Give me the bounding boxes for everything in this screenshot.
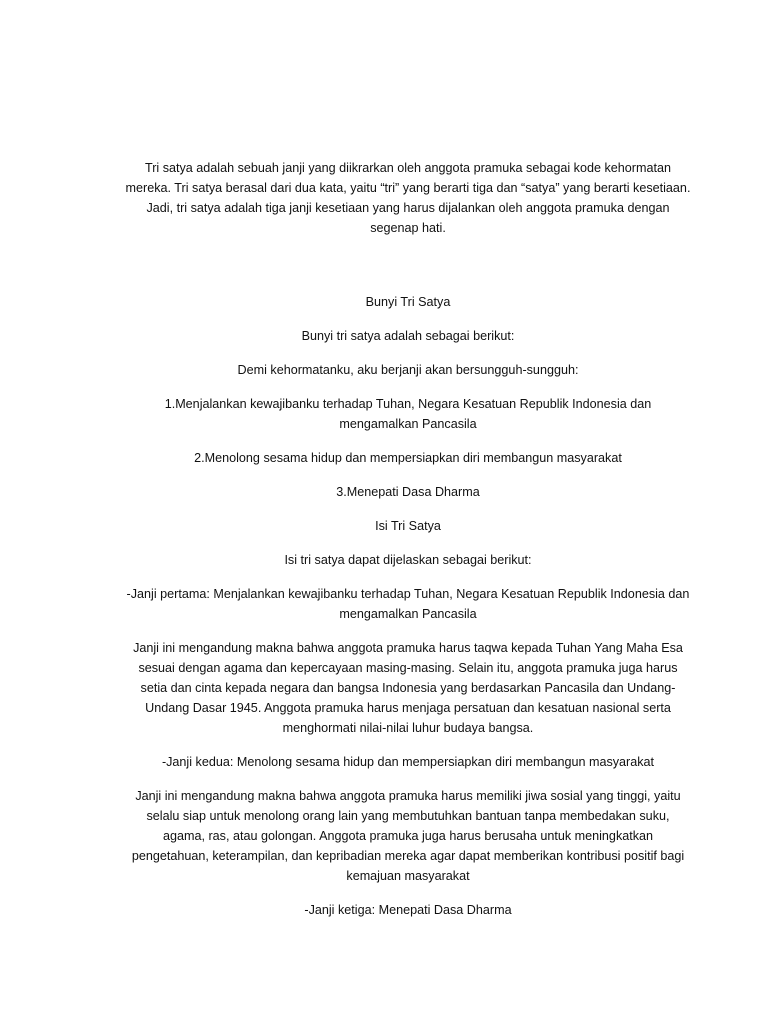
- janji-1-body: Janji ini mengandung makna bahwa anggota pramuka harus taqwa kepada Tuhan Yang Maha Esa sesuai dengan agama dan kepercayaan masing-masing. Selain itu, anggota pramuka juga harus setia dan cinta kepada negara dan bangsa Indonesia yang berdasarkan Pancasila dan Undang-Undang Dasar 1945. Anggota pramuka harus menjaga persatuan dan kesatuan nasional serta menghormati nilai-nilai luhur budaya bangsa.: [133, 641, 683, 735]
- document-body: [124, 158, 692, 920]
- intro-paragraph: Tri satya adalah sebuah janji yang diikrarkan oleh anggota pramuka sebagai kode kehormatan mereka. Tri satya berasal dari dua kata, yaitu “tri” yang berarti tiga dan “satya” yang berarti kesetiaan. Jadi, tri satya adalah tiga janji kesetiaan yang harus dijalankan oleh anggota pramuka dengan segenap hati.: [125, 161, 691, 235]
- oath-item-3: 3.Menepati Dasa Dharma: [336, 485, 480, 499]
- oath-item-1: 1.Menjalankan kewajibanku terhadap Tuhan, Negara Kesatuan Republik Indonesia dan mengamalkan Pancasila: [164, 397, 652, 431]
- janji-1-title: -Janji pertama: Menjalankan kewajibanku terhadap Tuhan, Negara Kesatuan Republik Indonesia dan mengamalkan Pancasila: [126, 587, 690, 621]
- janji-3-title: -Janji ketiga: Menepati Dasa Dharma: [304, 903, 512, 917]
- heading-isi-tri-satya: Isi Tri Satya: [375, 519, 441, 533]
- janji-2-title: -Janji kedua: Menolong sesama hidup dan mempersiapkan diri membangun masyarakat: [161, 755, 655, 769]
- bunyi-lead-text: Bunyi tri satya adalah sebagai berikut:: [301, 329, 515, 343]
- oath-intro-text: Demi kehormatanku, aku berjanji akan bersungguh-sungguh:: [237, 363, 579, 377]
- oath-item-2: 2.Menolong sesama hidup dan mempersiapkan diri membangun masyarakat: [194, 451, 622, 465]
- isi-lead-text: Isi tri satya dapat dijelaskan sebagai berikut:: [284, 553, 532, 567]
- heading-bunyi-tri-satya: Bunyi Tri Satya: [365, 295, 451, 309]
- janji-2-body: Janji ini mengandung makna bahwa anggota pramuka harus memiliki jiwa sosial yang tinggi, yaitu selalu siap untuk menolong orang lain yang membutuhkan bantuan tanpa membedakan suku, agama, ras, atau golongan. Anggota pramuka juga harus berusaha untuk meningkatkan pengetahuan, keterampilan, dan kepribadian mereka agar dapat memberikan kontribusi positif bagi kemajuan masyarakat: [131, 789, 685, 883]
